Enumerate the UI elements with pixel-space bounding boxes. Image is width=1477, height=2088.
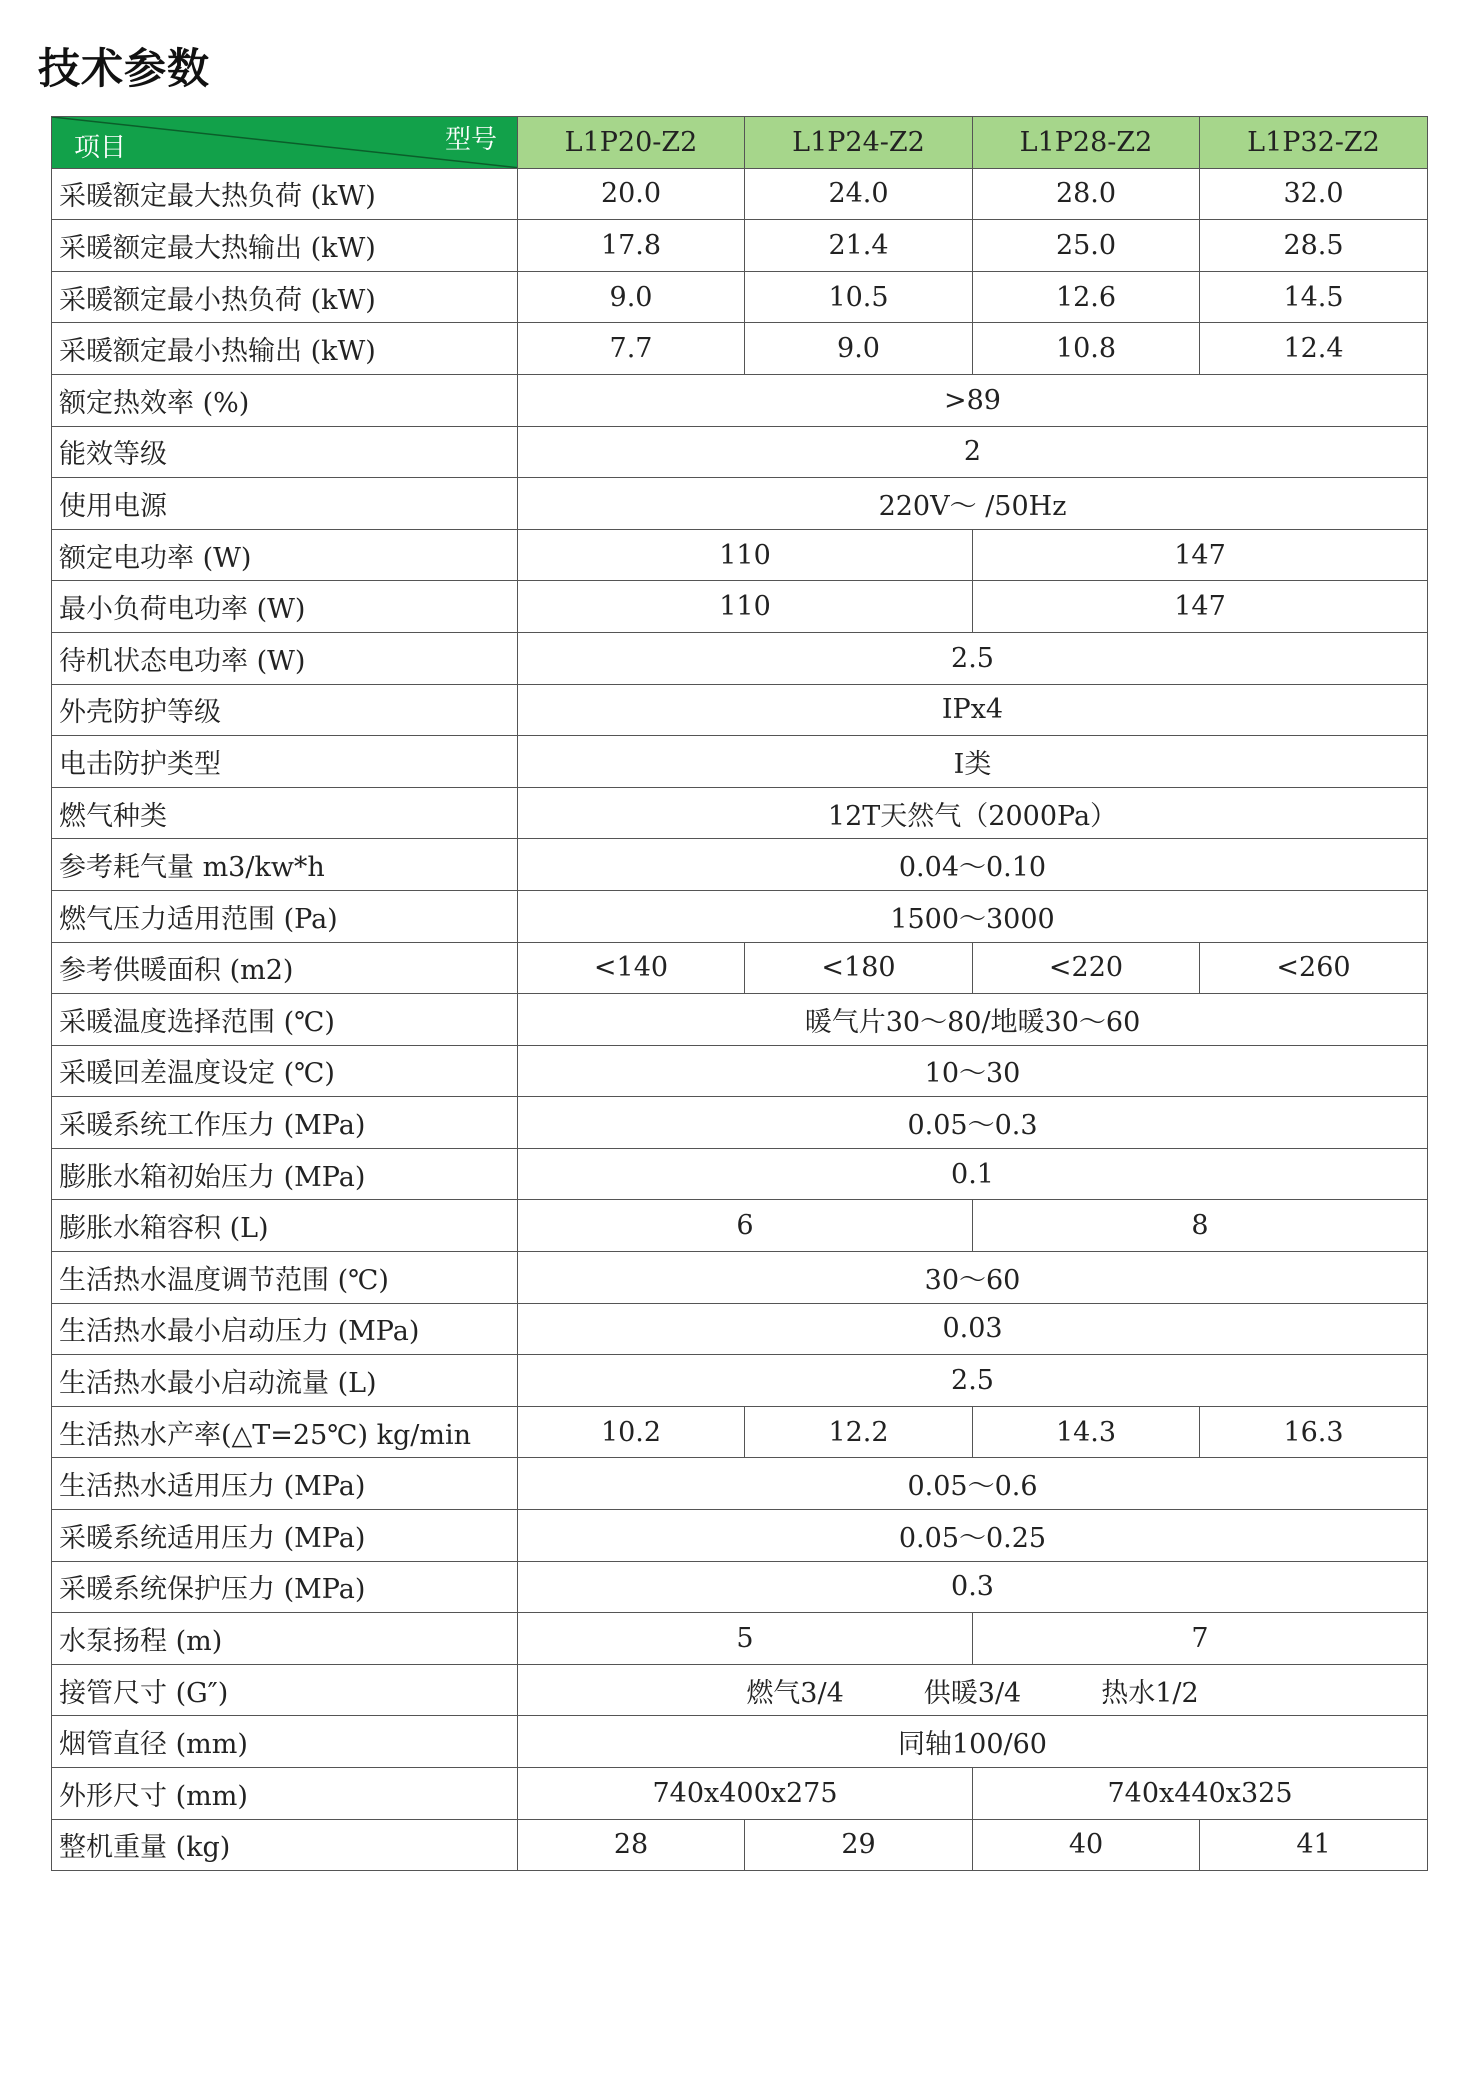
value-cell: 740x440x325: [973, 1768, 1428, 1820]
value-cell: >89: [518, 374, 1428, 426]
row-label: 待机状态电功率 (W): [52, 632, 518, 684]
value-cell: 10～30: [518, 1045, 1428, 1097]
table-row: [52, 1148, 1428, 1200]
value-cell: 110: [518, 581, 973, 633]
value-cell: 17.8: [518, 220, 745, 272]
value-cell: 10.5: [745, 271, 973, 323]
model-header: L1P24-Z2: [745, 117, 973, 169]
row-label: 参考耗气量 m3/kw*h: [52, 839, 518, 891]
model-header: L1P28-Z2: [973, 117, 1200, 169]
table-row: [52, 374, 1428, 426]
table-row: [52, 323, 1428, 375]
table-row: [52, 736, 1428, 788]
row-label: 采暖额定最小热输出 (kW): [52, 323, 518, 375]
value-cell: 30～60: [518, 1252, 1428, 1304]
value-cell: 28.5: [1200, 220, 1428, 272]
table-row: [52, 426, 1428, 478]
value-cell: 32.0: [1200, 168, 1428, 220]
value-cell: 25.0: [973, 220, 1200, 272]
table-row: [52, 1613, 1428, 1665]
spec-table: [51, 116, 1428, 1871]
table-row: [52, 1510, 1428, 1562]
value-cell: 同轴100/60: [518, 1716, 1428, 1768]
row-label: 外壳防护等级: [52, 684, 518, 736]
value-cell: 14.3: [973, 1406, 1200, 1458]
table-row: [52, 220, 1428, 272]
row-label: 水泵扬程 (m): [52, 1613, 518, 1665]
value-cell: 16.3: [1200, 1406, 1428, 1458]
header-row: [52, 117, 1428, 169]
model-header: L1P32-Z2: [1200, 117, 1428, 169]
value-cell: 2: [518, 426, 1428, 478]
row-label: 生活热水适用压力 (MPa): [52, 1458, 518, 1510]
value-cell: 10.8: [973, 323, 1200, 375]
value-cell: 10.2: [518, 1406, 745, 1458]
row-label: 使用电源: [52, 478, 518, 530]
value-cell: IPx4: [518, 684, 1428, 736]
value-cell: 28: [518, 1819, 745, 1871]
model-header: L1P20-Z2: [518, 117, 745, 169]
value-cell: 12.6: [973, 271, 1200, 323]
row-label: 最小负荷电功率 (W): [52, 581, 518, 633]
table-row: [52, 890, 1428, 942]
value-cell: 暖气片30～80/地暖30～60: [518, 994, 1428, 1046]
item-label: 项目: [74, 132, 127, 163]
table-row: [52, 271, 1428, 323]
row-label: 参考供暖面积 (m2): [52, 942, 518, 994]
value-cell: 0.1: [518, 1148, 1428, 1200]
header-corner-cell: [52, 117, 518, 169]
pipe-size-value: 燃气3/4: [746, 1677, 844, 1709]
table-row: [52, 839, 1428, 891]
row-label: 采暖额定最小热负荷 (kW): [52, 271, 518, 323]
row-label: 能效等级: [52, 426, 518, 478]
value-cell: 0.05～0.3: [518, 1097, 1428, 1149]
value-cell: 9.0: [518, 271, 745, 323]
page-title: 技术参数: [38, 44, 211, 93]
value-cell: 147: [973, 529, 1428, 581]
row-label: 采暖系统保护压力 (MPa): [52, 1561, 518, 1613]
value-cell: 740x400x275: [518, 1768, 973, 1820]
value-cell: 12.4: [1200, 323, 1428, 375]
value-cell: 0.03: [518, 1303, 1428, 1355]
table-row: [52, 1097, 1428, 1149]
row-label: 接管尺寸 (G″): [52, 1664, 518, 1716]
row-label: 燃气种类: [52, 787, 518, 839]
table-row: [52, 1768, 1428, 1820]
row-label: 生活热水温度调节范围 (℃): [52, 1252, 518, 1304]
row-label: 烟管直径 (mm): [52, 1716, 518, 1768]
value-cell: 220V～ /50Hz: [518, 478, 1428, 530]
value-cell: <140: [518, 942, 745, 994]
model-label: 型号: [444, 125, 497, 155]
table-row: [52, 1561, 1428, 1613]
table-row: [52, 1252, 1428, 1304]
value-cell: <180: [745, 942, 973, 994]
row-label: 采暖回差温度设定 (℃): [52, 1045, 518, 1097]
row-label: 外形尺寸 (mm): [52, 1768, 518, 1820]
row-label: 膨胀水箱容积 (L): [52, 1200, 518, 1252]
table-row: [52, 1303, 1428, 1355]
value-cell: 24.0: [745, 168, 973, 220]
value-cell: 41: [1200, 1819, 1428, 1871]
value-cell: 2.5: [518, 632, 1428, 684]
value-cell: 0.05～0.6: [518, 1458, 1428, 1510]
row-label: 采暖温度选择范围 (℃): [52, 994, 518, 1046]
value-cell: 6: [518, 1200, 973, 1252]
row-label: 生活热水最小启动压力 (MPa): [52, 1303, 518, 1355]
table-row: [52, 1355, 1428, 1407]
value-cell: <260: [1200, 942, 1428, 994]
row-label: 采暖额定最大热负荷 (kW): [52, 168, 518, 220]
value-cell: 1500～3000: [518, 890, 1428, 942]
pipe-size-value: 热水1/2: [1101, 1677, 1199, 1709]
value-cell: 0.05～0.25: [518, 1510, 1428, 1562]
value-cell: 2.5: [518, 1355, 1428, 1407]
table-row: [52, 1200, 1428, 1252]
row-label: 生活热水最小启动流量 (L): [52, 1355, 518, 1407]
table-row: [52, 684, 1428, 736]
row-label: 采暖系统工作压力 (MPa): [52, 1097, 518, 1149]
row-label: 额定电功率 (W): [52, 529, 518, 581]
table-row: [52, 581, 1428, 633]
pipe-size-value: 供暖3/4: [923, 1677, 1022, 1709]
table-row: [52, 478, 1428, 530]
value-cell: 20.0: [518, 168, 745, 220]
value-cell: 0.3: [518, 1561, 1428, 1613]
table-row: [52, 1045, 1428, 1097]
table-row: [52, 632, 1428, 684]
table-row: [52, 168, 1428, 220]
table-row: [52, 1819, 1428, 1871]
value-cell: 110: [518, 529, 973, 581]
value-cell: 147: [973, 581, 1428, 633]
table-row: [52, 1716, 1428, 1768]
row-label: 生活热水产率(△T=25℃) kg/min: [52, 1406, 518, 1458]
value-cell: 40: [973, 1819, 1200, 1871]
value-cell: 0.04～0.10: [518, 839, 1428, 891]
value-cell: 12T天然气（2000Pa）: [518, 787, 1428, 839]
value-cell: 21.4: [745, 220, 973, 272]
row-label: 膨胀水箱初始压力 (MPa): [52, 1148, 518, 1200]
row-label: 采暖系统适用压力 (MPa): [52, 1510, 518, 1562]
table-row: [52, 529, 1428, 581]
value-cell: I类: [518, 736, 1428, 788]
spec-body: [52, 168, 1428, 1871]
row-label: 额定热效率 (%): [52, 374, 518, 426]
table-row: [52, 942, 1428, 994]
value-cell: <220: [973, 942, 1200, 994]
table-row: [52, 1458, 1428, 1510]
value-cell: 14.5: [1200, 271, 1428, 323]
value-cell: 28.0: [973, 168, 1200, 220]
value-cell: 5: [518, 1613, 973, 1665]
value-cell: 7: [973, 1613, 1428, 1665]
row-label: 燃气压力适用范围 (Pa): [52, 890, 518, 942]
table-row: [52, 994, 1428, 1046]
value-cell: [518, 1664, 1428, 1716]
value-cell: 29: [745, 1819, 973, 1871]
row-label: 整机重量 (kg): [52, 1819, 518, 1871]
value-cell: 12.2: [745, 1406, 973, 1458]
table-row: [52, 787, 1428, 839]
table-row: [52, 1406, 1428, 1458]
value-cell: 7.7: [518, 323, 745, 375]
row-label: 采暖额定最大热输出 (kW): [52, 220, 518, 272]
row-label: 电击防护类型: [52, 736, 518, 788]
value-cell: 8: [973, 1200, 1428, 1252]
value-cell: 9.0: [745, 323, 973, 375]
table-row: [52, 1664, 1428, 1716]
